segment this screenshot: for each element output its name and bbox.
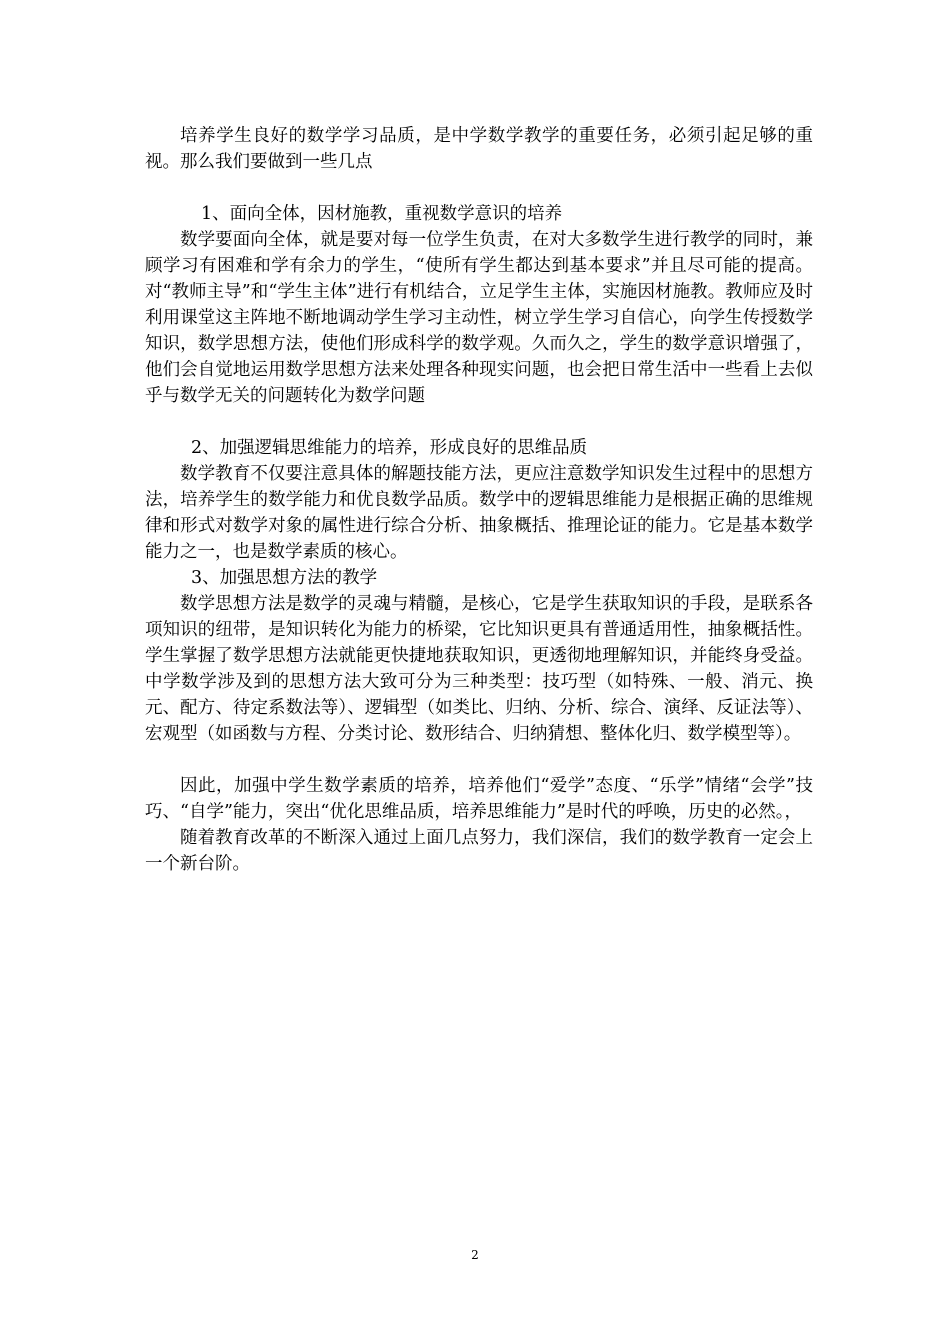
intro-paragraph: 培养学生良好的数学学习品质，是中学数学教学的重要任务，必须引起足够的重视。那么我们要做到一些几点 — [145, 126, 813, 172]
section-3-heading: 3、加强思想方法的教学 — [191, 568, 378, 588]
conclusion-paragraph-1: 因此，加强中学生数学素质的培养，培养他们“爱学”态度、“乐学”情绪“会学”技巧、“自学”能力，突出“优化思维品质，培养思维能力”是时代的呼唤，历史的必然。， — [145, 776, 813, 822]
spacer — [145, 175, 813, 201]
document-body — [145, 123, 813, 877]
section-2-paragraph: 数学教育不仅要注意具体的解题技能方法，更应注意数学知识发生过程中的思想方法，培养学生的数学能力和优良数学品质。数学中的逻辑思维能力是根据正确的思维规律和形式对数学对象的属性进行综合分析、抽象概括、推理论证的能力。它是基本数学能力之一，也是数学素质的核心。 — [145, 464, 813, 562]
page-number: 2 — [471, 1248, 479, 1262]
spacer — [145, 747, 813, 773]
section-1-heading: 1、面向全体，因材施教，重视数学意识的培养 — [201, 204, 563, 224]
section-2-heading: 2、加强逻辑思维能力的培养，形成良好的思维品质 — [191, 438, 588, 458]
spacer — [145, 409, 813, 435]
conclusion-paragraph-2: 随着教育改革的不断深入通过上面几点努力，我们深信，我们的数学教育一定会上一个新台阶。 — [145, 828, 813, 874]
section-1-paragraph: 数学要面向全体，就是要对每一位学生负责，在对大多数学生进行教学的同时，兼顾学习有困难和学有余力的学生，“使所有学生都达到基本要求”并且尽可能的提高。对“教师主导”和“学生主体”进行有机结合，立足学生主体，实施因材施教。教师应及时利用课堂这主阵地不断地调动学生学习主动性，树立学生学习自信心，向学生传授数学知识，数学思想方法，使他们形成科学的数学观。久而久之，学生的数学意识增强了，他们会自觉地运用数学思想方法来处理各种现实问题，也会把日常生活中一些看上去似乎与数学无关的问题转化为数学问题 — [145, 230, 813, 406]
section-3-paragraph: 数学思想方法是数学的灵魂与精髓，是核心，它是学生获取知识的手段，是联系各项知识的纽带，是知识转化为能力的桥梁，它比知识更具有普通适用性，抽象概括性。学生掌握了数学思想方法就能更快捷地获取知识，更透彻地理解知识，并能终身受益。中学数学涉及到的思想方法大致可分为三种类型：技巧型（如特殊、一般、消元、换元、配方、待定系数法等）、逻辑型（如类比、归纳、分析、综合、演绎、反证法等）、宏观型（如函数与方程、分类讨论、数形结合、归纳猜想、整体化归、数学模型等）。 — [145, 594, 813, 744]
